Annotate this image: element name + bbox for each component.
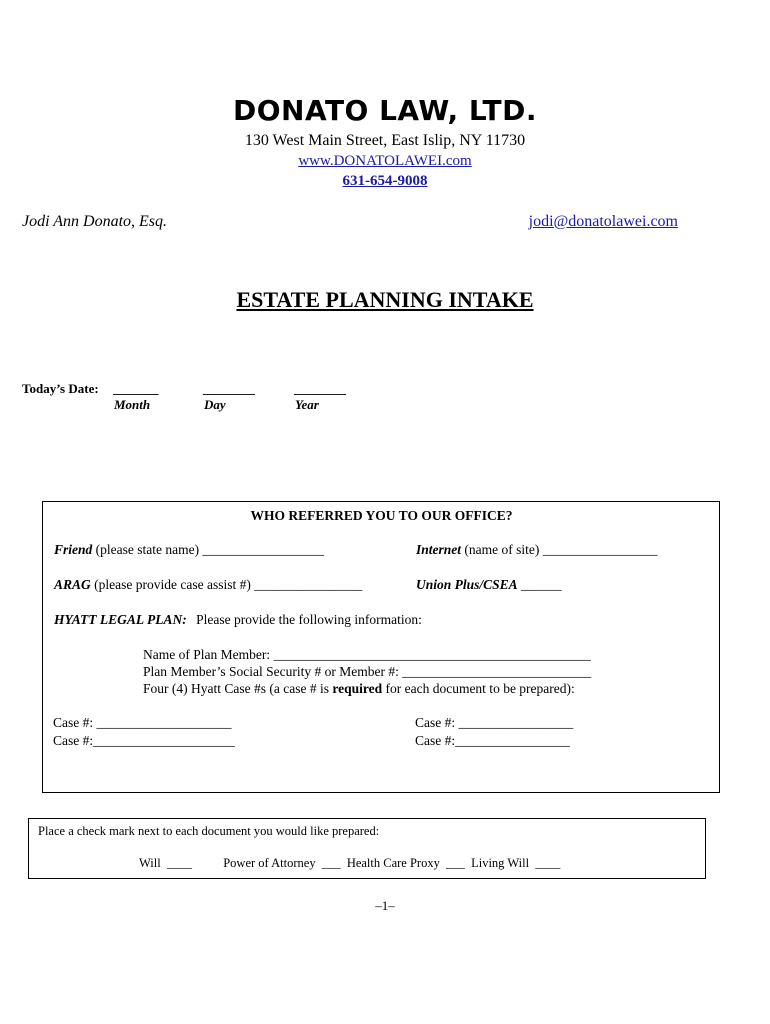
friend-referral-field[interactable] [54, 542, 324, 558]
cases-instruction-pre: Four (4) Hyatt Case #s (a case # is [143, 681, 333, 696]
month-field[interactable]: _______ [113, 381, 159, 396]
form-title: ESTATE PLANNING INTAKE [236, 287, 534, 312]
friend-label: Friend [54, 542, 93, 557]
arag-label: ARAG [54, 577, 91, 592]
hyatt-text: Please provide the following information: [196, 612, 422, 627]
firm-address: 130 West Main Street, East Islip, NY 11730 [244, 132, 526, 149]
case-number-field-1[interactable]: Case #: ____________________ [53, 715, 232, 730]
day-label: Day [204, 397, 226, 412]
referral-heading: WHO REFERRED YOU TO OUR OFFICE? [250, 508, 513, 523]
union-plus-referral-field[interactable] [416, 577, 562, 593]
attorney-email-link[interactable]: jodi@donatolawei.com [528, 213, 678, 230]
internet-text: (name of site) _________________ [464, 542, 658, 557]
page-number: –1– [375, 898, 395, 913]
firm-name: DONATO LAW, LTD. [232, 94, 538, 127]
documents-instruction: Place a check mark next to each document you would like prepared: [38, 824, 380, 838]
hyatt-cases-instruction [143, 681, 575, 697]
cases-instruction-post: for each document to be prepared): [382, 681, 575, 696]
case-number-field-4[interactable]: Case #:_________________ [415, 733, 570, 748]
firm-phone-link[interactable]: 631-654-9008 [342, 173, 428, 189]
attorney-name: Jodi Ann Donato, Esq. [22, 213, 168, 230]
year-label: Year [295, 397, 319, 412]
hyatt-label: HYATT LEGAL PLAN: [54, 612, 187, 627]
year-field[interactable]: ________ [294, 381, 346, 396]
plan-member-name-field[interactable]: Name of Plan Member: _______________________________________________ [143, 647, 591, 662]
case-number-field-2[interactable]: Case #:_____________________ [53, 733, 235, 748]
documents-checklist[interactable]: Will ____ Power of Attorney ___ Health Care Proxy ___ Living Will ____ [139, 856, 561, 870]
hyatt-legal-plan-row [54, 612, 422, 628]
month-label: Month [114, 397, 151, 412]
internet-referral-field[interactable] [416, 542, 657, 558]
union-plus-text: ______ [517, 577, 562, 592]
friend-text: (please state name) __________________ [95, 542, 324, 557]
day-field[interactable]: ________ [203, 381, 255, 396]
internet-label: Internet [416, 542, 462, 557]
firm-website-link[interactable]: www.DONATOLAWEI.com [298, 153, 472, 169]
date-label: Today’s Date: [22, 381, 99, 396]
arag-text: (please provide case assist #) ________________ [90, 577, 363, 592]
union-plus-label: Union Plus/CSEA [416, 577, 518, 592]
arag-referral-field[interactable] [54, 577, 362, 593]
plan-member-ssn-field[interactable]: Plan Member’s Social Security # or Member #: ____________________________ [143, 664, 592, 679]
case-number-field-3[interactable]: Case #: _________________ [415, 715, 574, 730]
cases-instruction-required: required [332, 681, 383, 696]
